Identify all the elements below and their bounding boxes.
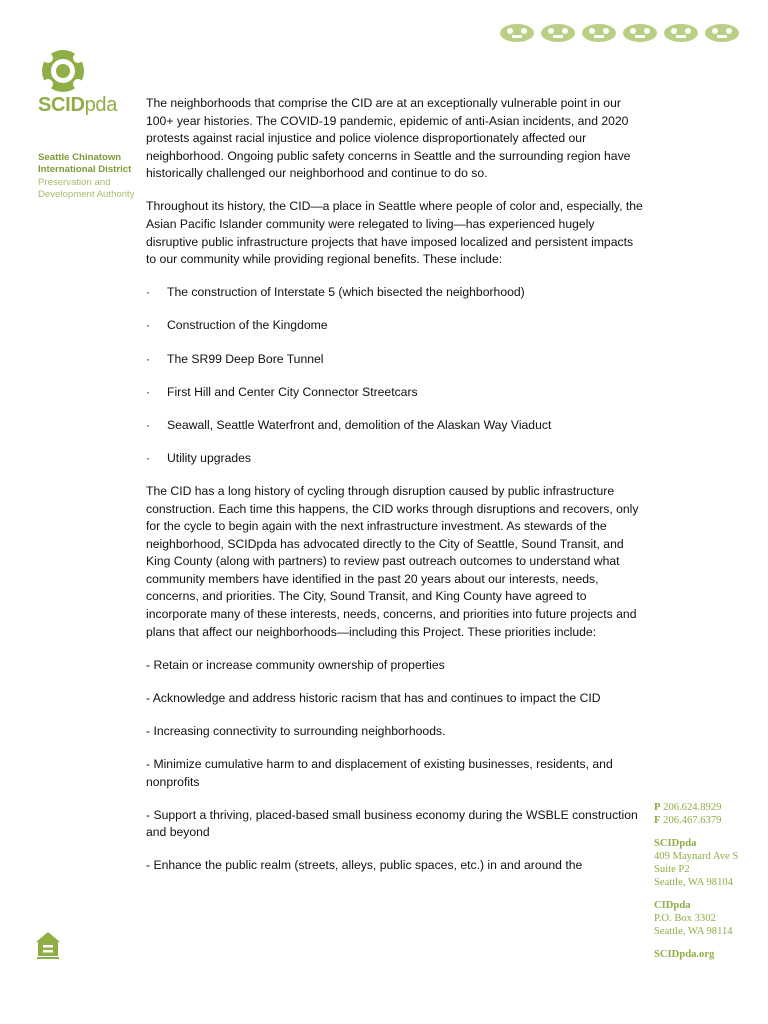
lion-dance-logo-icon [38, 48, 88, 94]
priority-item: - Support a thriving, placed-based small business economy during the WSBLE construction and beyond [146, 807, 638, 840]
org-line-1: Seattle Chinatown [38, 152, 122, 163]
logo-text-bold: SCID [38, 94, 85, 116]
bullet-text: Utility upgrades [167, 450, 251, 465]
phone-line [654, 801, 764, 814]
priority-item: - Acknowledge and address historic racism that has and continues to impact the CID [146, 690, 601, 705]
paragraph-3: The CID has a long history of cycling through disruption caused by public infrastructure construction. Each time this happens, the CID works through disruptions and recovers, only for the cycle to begin again with the next infrastructure investment. As stewards of the neighborhood, SCIDpda has advocated directly to the City of Seattle, Sound Transit, and King County (along with partners) to review past outreach outcomes to understand what community members have identified in the past 20 years about our interests, needs, concerns, and priorities. The City, Sound Transit, and King County have agreed to incorporate many of these interests, needs, concerns, and priorities into future projects and plans that affect our neighborhoods—including this Project. These priorities include: [146, 483, 639, 639]
bullet-marker: · [146, 285, 151, 300]
website-link[interactable]: SCIDpda.org [654, 949, 715, 960]
paragraph-2: Throughout its history, the CID—a place in Seattle where people of color and, especially, the Asian Pacific Islander community were relegated to living—has experienced hugely disruptive public infrastructure projects that have imposed localized and persistent impacts to our community while providing regional benefits. These include: [146, 199, 643, 267]
bullet-text: Construction of the Kingdome [167, 318, 328, 333]
header-ornaments [498, 20, 741, 44]
phone-label: P [654, 802, 661, 813]
bullet-text: The SR99 Deep Bore Tunnel [167, 351, 324, 366]
org-line-3: Preservation and [38, 176, 111, 188]
letter-body [146, 95, 646, 891]
address-1-line-2: Suite P2 [654, 864, 690, 875]
priority-item: - Enhance the public realm (streets, alleys, public spaces, etc.) in and around the [146, 858, 583, 873]
bullet-item [146, 450, 646, 468]
address-1-line-1: 409 Maynard Ave S [654, 851, 739, 862]
address-2-line-1: P.O. Box 3302 [654, 913, 716, 924]
bullet-item [146, 284, 646, 302]
bullet-item [146, 317, 646, 335]
bullet-marker: · [146, 417, 151, 432]
priority-item: - Retain or increase community ownership of properties [146, 657, 445, 672]
fax-label: F [654, 815, 661, 826]
fax-number: 206.467.6379 [663, 815, 722, 826]
lion-head-ornament-icon [662, 20, 700, 44]
bullet-item [146, 351, 646, 369]
bullet-text: Seawall, Seattle Waterfront and, demolition of the Alaskan Way Viaduct [167, 417, 552, 432]
address-2-line-2: Seattle, WA 98114 [654, 926, 733, 937]
bullet-marker: · [146, 351, 151, 366]
lion-head-ornament-icon [580, 20, 618, 44]
bullet-marker: · [146, 384, 151, 399]
paragraph-1: The neighborhoods that comprise the CID are at an exceptionally vulnerable point in our 100+ year histories. The COVID-19 pandemic, epidemic of anti-Asian incidents, and 2020 protests against racial injustice and police violence disproportionately affected our neighborhood. Ongoing public safety concerns in Seattle and the surrounding region have historically challenged our neighborhood and continue to do so. [146, 96, 631, 181]
logo-wordmark [38, 94, 117, 117]
priority-item: - Minimize cumulative harm to and displacement of existing businesses, residents, and nonprofits [146, 757, 613, 789]
lion-head-ornament-icon [703, 20, 741, 44]
address-1-line-3: Seattle, WA 98104 [654, 877, 733, 888]
priority-item: - Increasing connectivity to surrounding neighborhoods. [146, 723, 446, 738]
bullet-item [146, 384, 646, 402]
phone-number: 206.624.8929 [663, 802, 722, 813]
lion-head-ornament-icon [498, 20, 536, 44]
bullet-marker: · [146, 450, 151, 465]
address-org-1: SCIDpda [654, 838, 697, 849]
bullet-text: The construction of Interstate 5 (which bisected the neighborhood) [167, 285, 525, 300]
logo-text-light: pda [84, 94, 118, 116]
org-line-4: Development Authority [38, 189, 135, 201]
contact-info [654, 801, 764, 961]
bullet-item [146, 417, 646, 435]
lion-head-ornament-icon [621, 20, 659, 44]
fax-line [654, 814, 764, 827]
bullet-text: First Hill and Center City Connector Streetcars [167, 384, 418, 399]
lion-head-ornament-icon [539, 20, 577, 44]
org-line-2: International District [38, 164, 132, 176]
address-org-2: CIDpda [654, 900, 691, 911]
equal-housing-opportunity-icon [34, 930, 62, 960]
bullet-marker: · [146, 318, 151, 333]
organization-name [38, 152, 135, 202]
